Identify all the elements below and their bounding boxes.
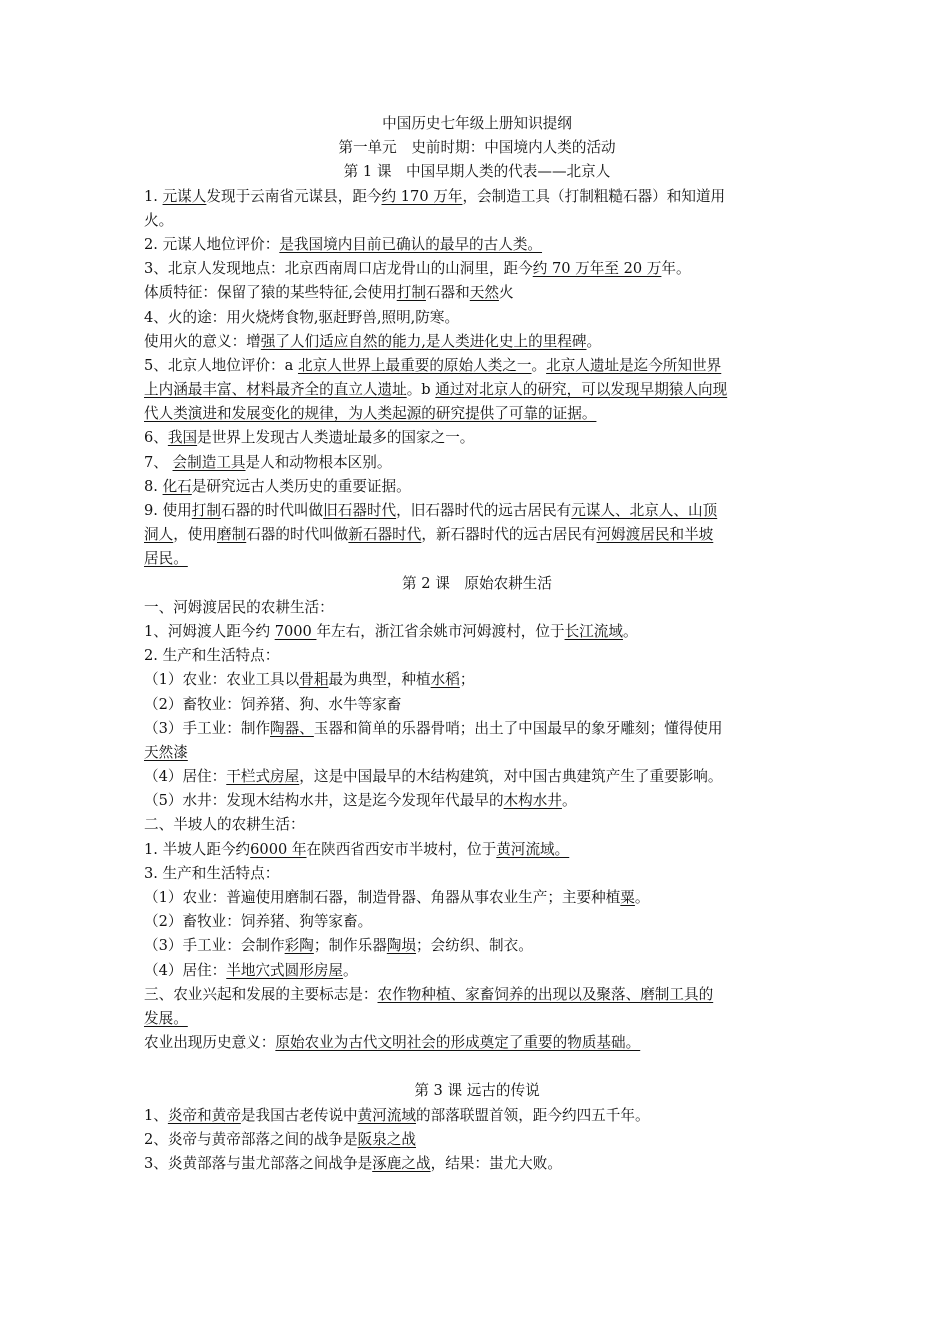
lesson2-section-3-cont: 发展。 — [144, 1009, 188, 1027]
lesson3-point-2: 2、炎帝与黄帝部落之间的战争是阪泉之战 — [144, 1130, 416, 1148]
unit-title: 第一单元 史前时期：中国境内人类的活动 — [338, 139, 616, 157]
lesson-1-title: 第 1 课 中国早期人类的代表——北京人 — [343, 163, 611, 181]
lesson1-point-2: 2. 元谋人地位评价：是我国境内目前已确认的最早的古人类。 — [144, 235, 543, 253]
lesson2-hemudu-agri: （1）农业：农业工具以骨耜最为典型，种植水稻； — [144, 671, 475, 689]
lesson-2-title: 第 2 课 原始农耕生活 — [402, 574, 552, 592]
lesson1-point-5-cont-2: 代人类演进和发展变化的规律，为人类起源的研究提供了可靠的证据。 — [144, 405, 597, 423]
lesson2-hemudu-1: 1、河姆渡人距今约 7000 年左右，浙江省余姚市河姆渡村，位于长江流域。 — [144, 622, 638, 640]
lesson1-point-8: 8. 化石是研究远古人类历史的重要证据。 — [144, 477, 411, 495]
lesson2-banpo-1: 1. 半坡人距今约6000 年在陕西省西安市半坡村，位于黄河流域。 — [144, 840, 570, 858]
lesson1-point-1-cont: 火。 — [144, 211, 174, 229]
lesson3-point-1: 1、炎帝和黄帝是我国古老传说中黄河流域的部落联盟首领，距今约四五千年。 — [144, 1106, 650, 1124]
lesson1-fire-significance: 使用火的意义：增强了人们适应自然的能力,是人类进化史上的里程碑。 — [144, 332, 602, 350]
lesson2-banpo-agri: （1）农业：普遍使用磨制石器，制造骨器、角器从事农业生产；主要种植粟。 — [144, 889, 650, 906]
lesson-3-title: 第 3 课 远古的传说 — [414, 1082, 540, 1100]
document-page — [144, 112, 810, 1176]
lesson2-hemudu-craft-cont: 天然漆 — [144, 743, 188, 761]
lesson1-point-6: 6、我国是世界上发现古人类遗址最多的国家之一。 — [144, 429, 475, 447]
lesson1-point-5-cont-1: 上内涵最丰富、材料最齐全的直立人遗址。b 通过对北京人的研究，可以发现早期猿人向现 — [144, 381, 728, 399]
lesson2-hemudu-craft: （3）手工业：制作陶器、玉器和简单的乐器骨哨；出土了中国最早的象牙雕刻；懂得使用 — [144, 719, 723, 737]
lesson2-section-2: 二、半坡人的农耕生活： — [144, 816, 305, 834]
blank-gap — [144, 1055, 810, 1079]
lesson1-physical-traits: 体质特征：保留了猿的某些特征,会使用打制石器和天然火 — [144, 284, 514, 302]
lesson1-point-3: 3、北京人发现地点：北京西南周口店龙骨山的山洞里，距今约 70 万年至 20 万年。 — [144, 260, 691, 278]
lesson2-hemudu-well: （5）水井：发现木结构水井，这是迄今发现年代最早的木构水井。 — [144, 792, 577, 810]
lesson2-banpo-livestock: （2）畜牧业：饲养猪、狗等家畜。 — [144, 913, 373, 931]
lesson1-point-9-cont-2: 居民。 — [144, 550, 188, 568]
lesson2-hemudu-housing: （4）居住：干栏式房屋，这是中国最早的木结构建筑，对中国古典建筑产生了重要影响。 — [144, 768, 723, 786]
lesson2-hemudu-livestock: （2）畜牧业：饲养猪、狗、水牛等家畜 — [144, 695, 402, 713]
lesson2-section-3: 三、农业兴起和发展的主要标志是：农作物种植、家畜饲养的出现以及聚落、磨制工具的 — [144, 985, 714, 1003]
lesson2-hemudu-2: 2. 生产和生活特点： — [144, 647, 280, 665]
lesson1-point-9-cont-1: 洞人，使用磨制石器的时代叫做新石器时代，新石器时代的远古居民有河姆渡居民和半坡 — [144, 526, 714, 544]
lesson2-banpo-craft: （3）手工业：会制作彩陶；制作乐器陶埙；会纺织、制衣。 — [144, 937, 533, 955]
lesson2-agri-significance: 农业出现历史意义：原始农业为古代文明社会的形成奠定了重要的物质基础。 — [144, 1034, 641, 1052]
lesson2-section-1: 一、河姆渡居民的农耕生活： — [144, 598, 334, 616]
lesson1-point-4: 4、火的途：用火烧烤食物,驱赶野兽,照明,防寒。 — [144, 308, 460, 326]
lesson1-point-9: 9. 使用打制石器的时代叫做旧石器时代，旧石器时代的远古居民有元谋人、北京人、山顶 — [144, 502, 718, 519]
lesson2-banpo-housing: （4）居住：半地穴式圆形房屋。 — [144, 961, 358, 979]
lesson1-point-1: 1. 元谋人发现于云南省元谋县，距今约 170 万年，会制造工具（打制粗糙石器）和知道用 — [144, 187, 726, 205]
lesson1-point-7: 7、 会制造工具是人和动物根本区别。 — [144, 453, 392, 471]
lesson2-banpo-2: 3. 生产和生活特点： — [144, 864, 280, 882]
lesson1-point-5: 5、北京人地位评价：a 北京人世界上最重要的原始人类之一。北京人遗址是迄今所知世界 — [144, 356, 722, 374]
lesson3-point-3: 3、炎黄部落与蚩尤部落之间战争是涿鹿之战，结果：蚩尤大败。 — [144, 1154, 562, 1172]
document-title: 中国历史七年级上册知识提纲 — [382, 115, 572, 132]
